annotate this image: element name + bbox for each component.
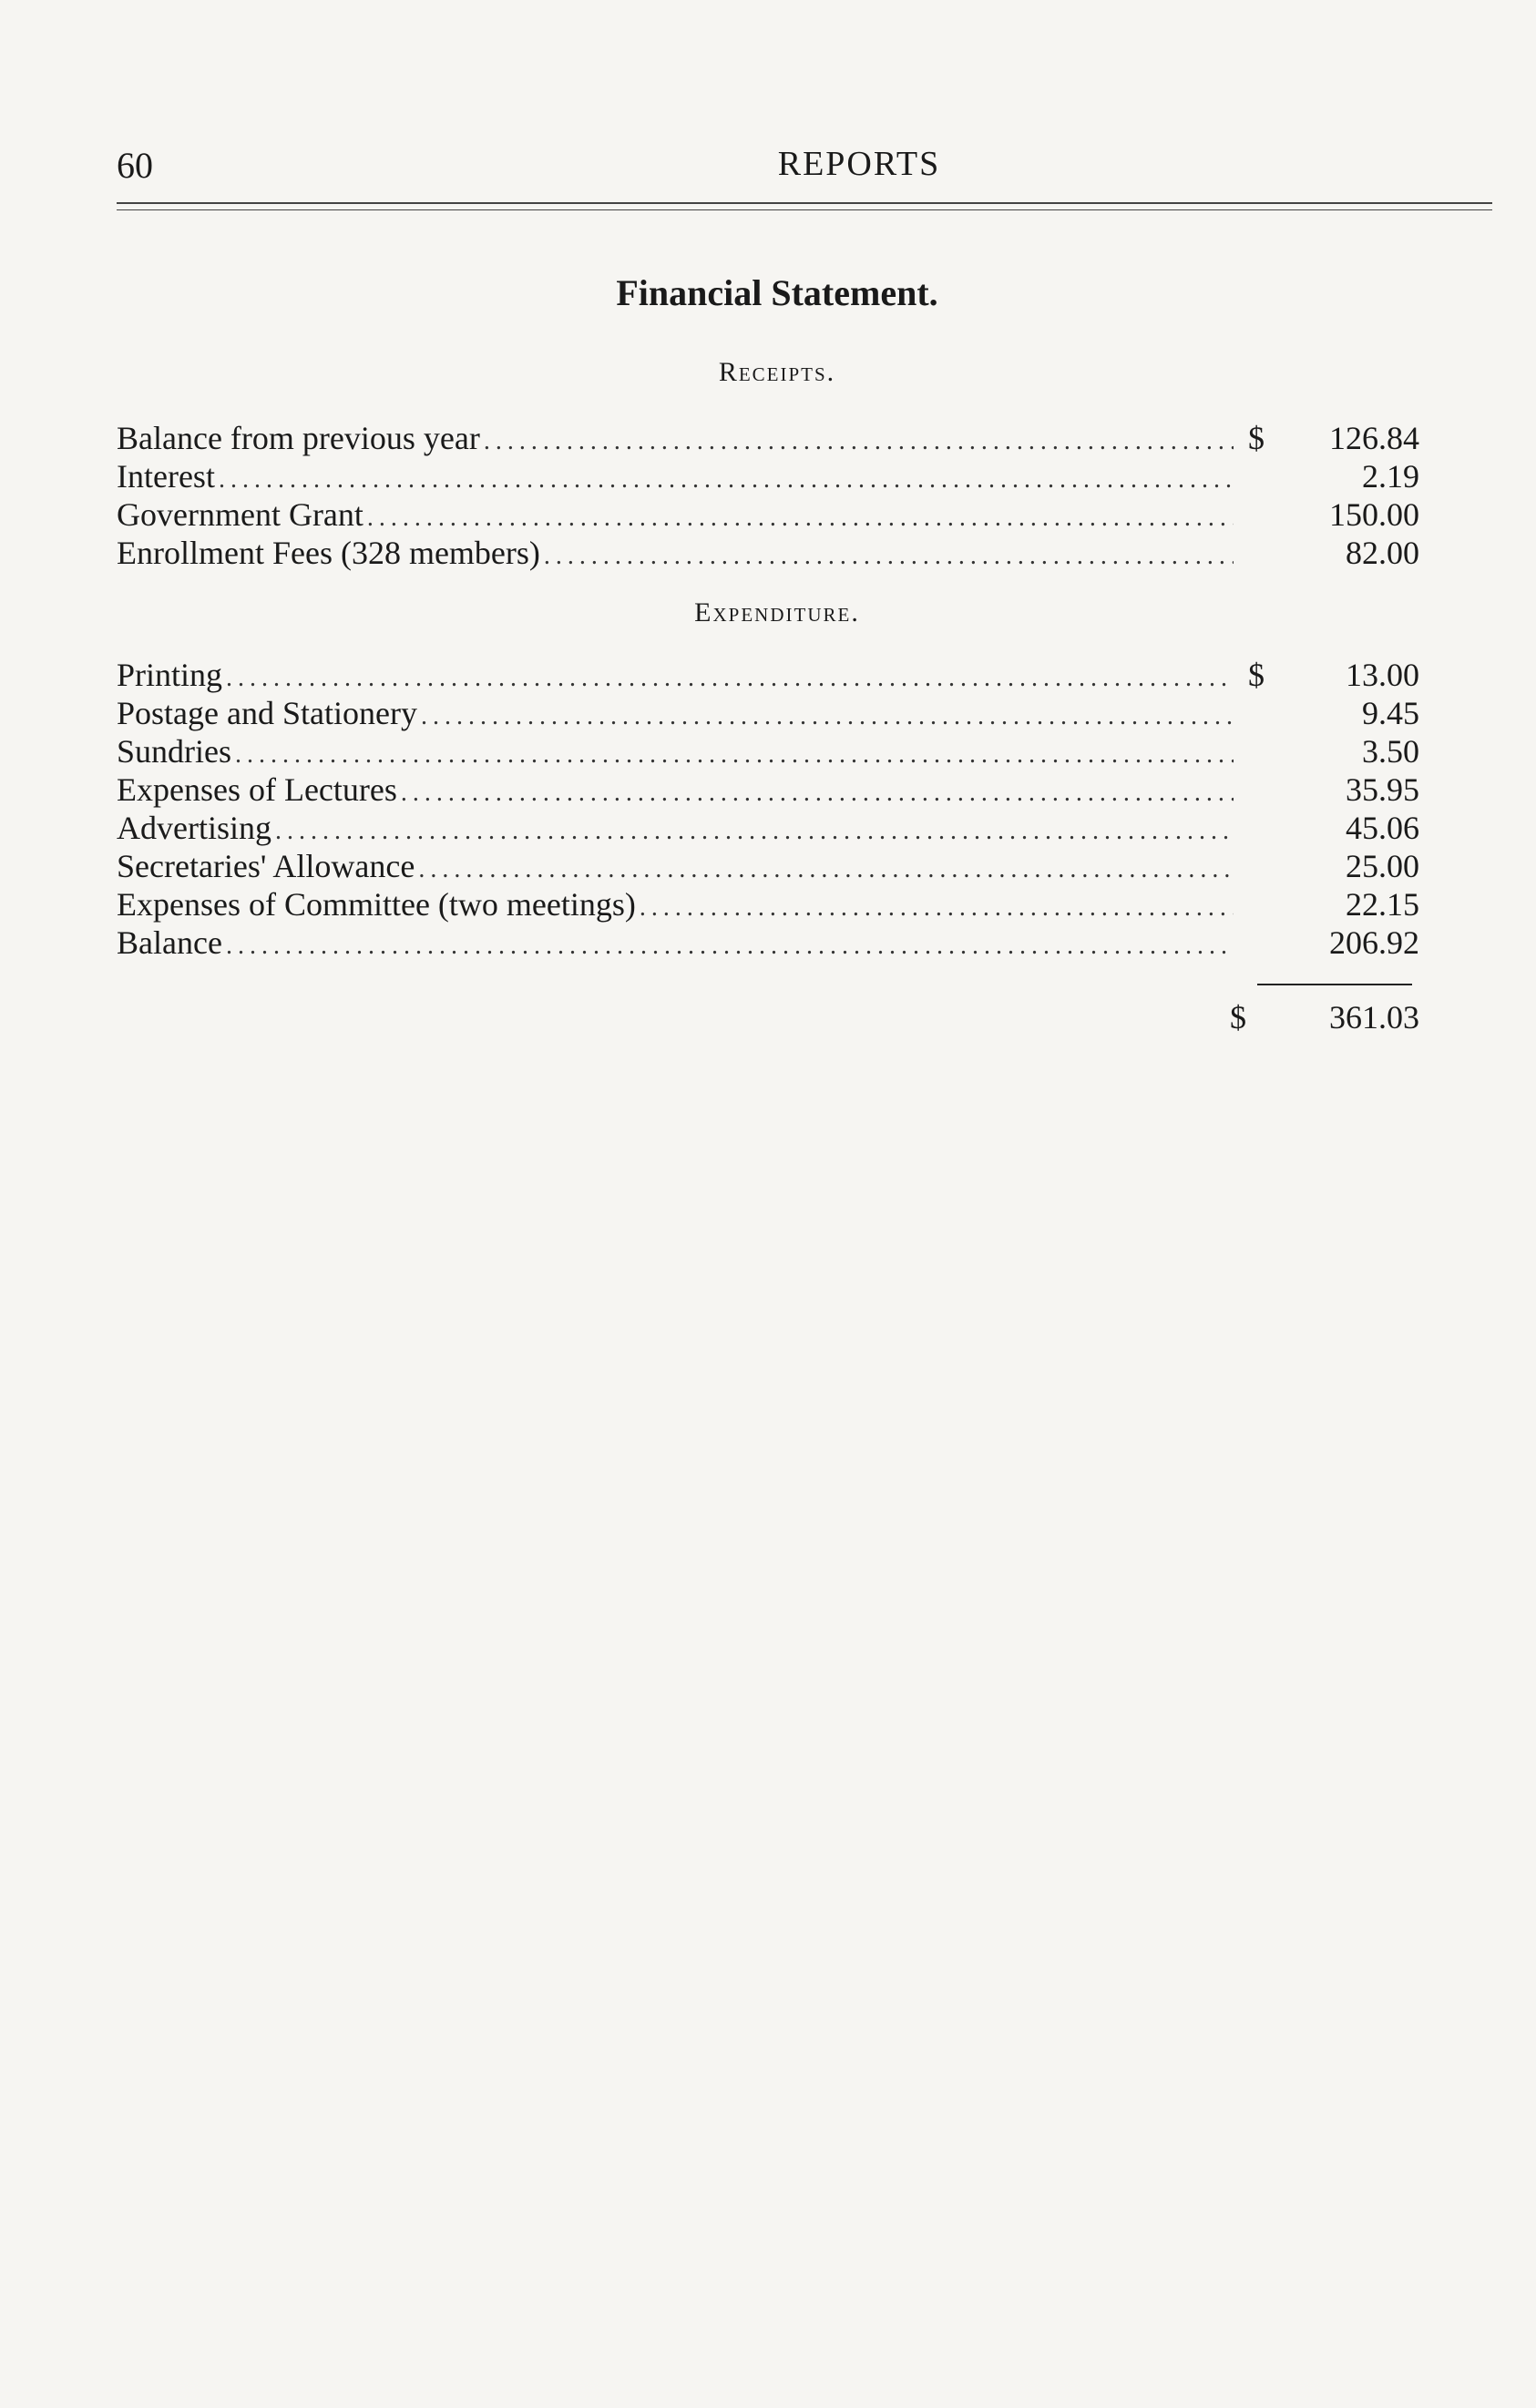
entry-amount: 82.00 xyxy=(1346,535,1419,571)
expenditure-heading: Expenditure. xyxy=(694,597,860,628)
dot-leader xyxy=(544,542,1234,571)
expenditure-entry xyxy=(117,694,1419,732)
entry-label: Postage and Stationery xyxy=(117,695,417,731)
total-currency: $ xyxy=(1230,999,1246,1036)
dot-leader xyxy=(640,893,1234,923)
receipts-list xyxy=(117,419,1419,572)
entry-amount: 206.92 xyxy=(1329,924,1419,961)
receipt-entry xyxy=(117,419,1419,457)
running-head xyxy=(117,144,1492,189)
total-rule xyxy=(1257,984,1412,985)
total-amount: 361.03 xyxy=(1329,999,1419,1036)
receipts-heading: Receipts. xyxy=(718,357,836,387)
entry-label: Expenses of Lectures xyxy=(117,771,397,808)
dot-leader xyxy=(401,779,1234,808)
entry-amount: 150.00 xyxy=(1329,496,1419,533)
dot-leader xyxy=(421,702,1234,731)
expenditure-entry xyxy=(117,656,1419,694)
expenditure-entry xyxy=(117,732,1419,770)
expenditure-entry xyxy=(117,770,1419,809)
header-rule-thin xyxy=(117,209,1492,210)
entry-label: Advertising xyxy=(117,810,271,846)
expenditure-entry xyxy=(117,809,1419,847)
receipt-entry xyxy=(117,495,1419,534)
dot-leader xyxy=(226,932,1234,961)
expenditure-entry xyxy=(117,885,1419,923)
entry-label: Government Grant xyxy=(117,496,364,533)
dot-leader xyxy=(367,504,1234,533)
entry-amount: 22.15 xyxy=(1346,886,1419,923)
dot-leader xyxy=(226,664,1234,693)
entry-amount: 3.50 xyxy=(1362,733,1419,770)
dot-leader xyxy=(235,740,1234,770)
entry-label: Secretaries' Allowance xyxy=(117,848,415,884)
dot-leader xyxy=(219,465,1234,495)
entry-amount: 25.00 xyxy=(1346,848,1419,884)
entry-label: Enrollment Fees (328 members) xyxy=(117,535,540,571)
dot-leader xyxy=(275,817,1234,846)
statement-title: Financial Statement. xyxy=(616,272,938,313)
header-rule xyxy=(117,202,1492,204)
entry-amount: 35.95 xyxy=(1346,771,1419,808)
expenditure-entry xyxy=(117,847,1419,885)
entry-label: Printing xyxy=(117,657,223,693)
expenditure-entry xyxy=(117,923,1419,962)
page-number: 60 xyxy=(117,145,153,186)
entry-amount: 126.84 xyxy=(1329,420,1419,456)
total-line xyxy=(1230,998,1419,1036)
expenditure-list xyxy=(117,656,1419,962)
dot-leader xyxy=(418,855,1234,884)
entry-label: Interest xyxy=(117,458,215,495)
entry-amount: 13.00 xyxy=(1346,657,1419,693)
running-title: REPORTS xyxy=(777,145,941,183)
receipt-entry xyxy=(117,457,1419,495)
entry-label: Balance from previous year xyxy=(117,420,480,456)
entry-label: Balance xyxy=(117,924,222,961)
dot-leader xyxy=(484,427,1234,456)
entry-currency: $ xyxy=(1248,657,1265,693)
entry-amount: 9.45 xyxy=(1362,695,1419,731)
entry-label: Expenses of Committee (two meetings) xyxy=(117,886,636,923)
entry-currency: $ xyxy=(1248,420,1265,456)
entry-amount: 45.06 xyxy=(1346,810,1419,846)
entry-amount: 2.19 xyxy=(1362,458,1419,495)
entry-label: Sundries xyxy=(117,733,231,770)
receipt-entry xyxy=(117,534,1419,572)
